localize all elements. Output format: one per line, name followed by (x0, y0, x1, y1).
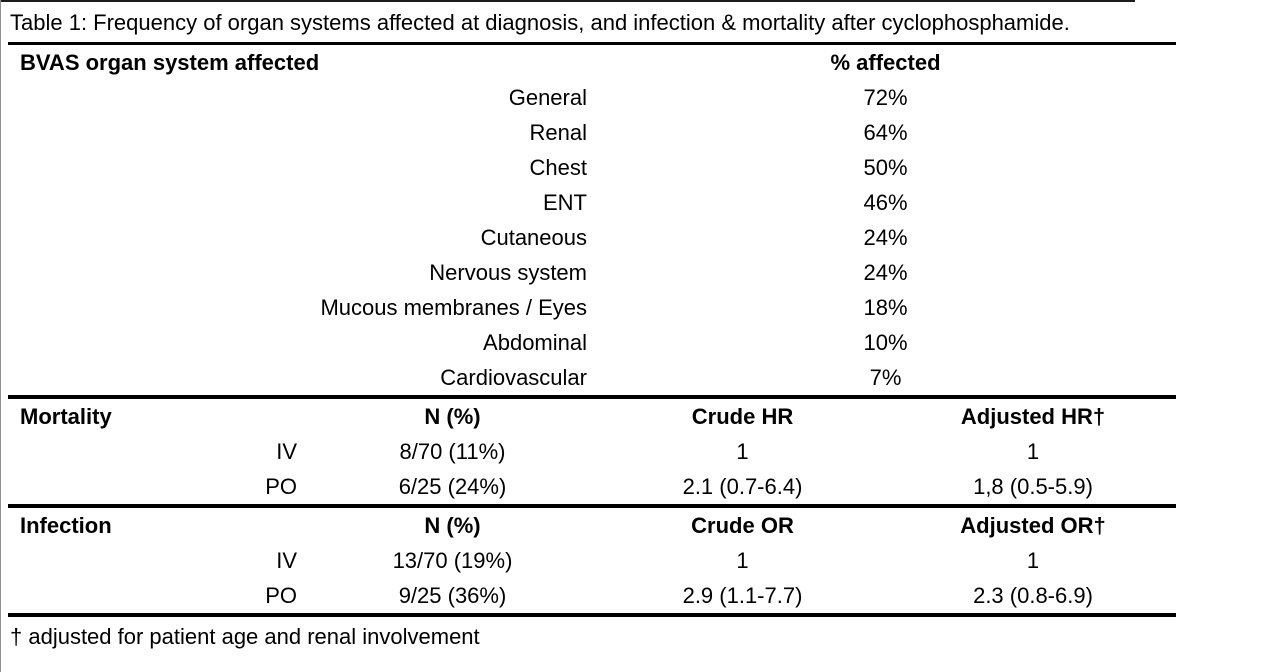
organ-name-cell: Abdominal (483, 330, 587, 355)
organ-pct-cell: 64% (863, 120, 908, 145)
organ-pct-cell: 24% (863, 260, 908, 285)
organ-name-cell: General (508, 85, 587, 110)
adjusted-cell: 1 (1026, 439, 1040, 464)
left-edge-artifact (0, 0, 1, 672)
organ-row (8, 325, 1176, 360)
route-cell: PO (265, 474, 297, 499)
organ-name-cell: ENT (543, 190, 587, 215)
footnote-divider (8, 613, 1176, 617)
organ-row (8, 255, 1176, 290)
organ-row (8, 150, 1176, 185)
organ-pct-cell: 72% (863, 85, 908, 110)
organ-header-row (8, 45, 1176, 80)
n-cell: 13/70 (19%) (392, 548, 513, 573)
organ-row (8, 185, 1176, 220)
organ-row (8, 220, 1176, 255)
organ-name-cell: Chest (529, 155, 587, 180)
mortality-row (8, 469, 1176, 504)
infection-header-adjusted: Adjusted OR† (960, 513, 1106, 538)
route-cell: IV (276, 548, 297, 573)
mortality-row (8, 434, 1176, 469)
infection-row (8, 578, 1176, 613)
crude-cell: 1 (736, 439, 749, 464)
organ-pct-cell: 18% (863, 295, 908, 320)
mortality-header-adjusted: Adjusted HR† (960, 404, 1106, 429)
top-edge-artifact (0, 0, 1135, 2)
organ-name-cell: Mucous membranes / Eyes (320, 295, 587, 320)
organ-header-value: % affected (830, 50, 941, 75)
adjusted-cell: 1,8 (0.5-5.9) (973, 474, 1093, 499)
organ-pct-cell: 7% (869, 365, 902, 390)
infection-header-row (8, 508, 1176, 543)
crude-cell: 1 (736, 548, 749, 573)
organ-pct-cell: 46% (863, 190, 908, 215)
mortality-header-row (8, 399, 1176, 434)
adjusted-cell: 1 (1026, 548, 1040, 573)
organ-row (8, 360, 1176, 395)
organ-row (8, 80, 1176, 115)
organ-name-cell: Cutaneous (480, 225, 587, 250)
n-cell: 6/25 (24%) (398, 474, 507, 499)
organ-name-cell: Renal (529, 120, 587, 145)
organ-pct-cell: 10% (863, 330, 908, 355)
infection-header-label: Infection (20, 513, 112, 538)
mortality-header-label: Mortality (20, 404, 112, 429)
organ-name-cell: Cardiovascular (440, 365, 587, 390)
mortality-header-crude: Crude HR (691, 404, 794, 429)
infection-header-crude: Crude OR (691, 513, 794, 538)
organ-row (8, 290, 1176, 325)
n-cell: 9/25 (36%) (398, 583, 507, 608)
organ-pct-cell: 50% (863, 155, 908, 180)
mortality-header-n: N (%) (424, 404, 481, 429)
n-cell: 8/70 (11%) (399, 439, 506, 464)
route-cell: PO (265, 583, 297, 608)
infection-header-n: N (%) (424, 513, 481, 538)
crude-cell: 2.9 (1.1-7.7) (682, 583, 803, 608)
infection-row (8, 543, 1176, 578)
organ-row (8, 115, 1176, 150)
adjusted-cell: 2.3 (0.8-6.9) (973, 583, 1093, 608)
table-footnote: † adjusted for patient age and renal involvement (10, 624, 480, 649)
organ-pct-cell: 24% (863, 225, 908, 250)
organ-header-label: BVAS organ system affected (20, 50, 320, 75)
table-caption: Table 1: Frequency of organ systems affected at diagnosis, and infection & mortality after cyclophosphamide. (10, 10, 1070, 35)
crude-cell: 2.1 (0.7-6.4) (682, 474, 803, 499)
organ-name-cell: Nervous system (429, 260, 587, 285)
route-cell: IV (276, 439, 297, 464)
